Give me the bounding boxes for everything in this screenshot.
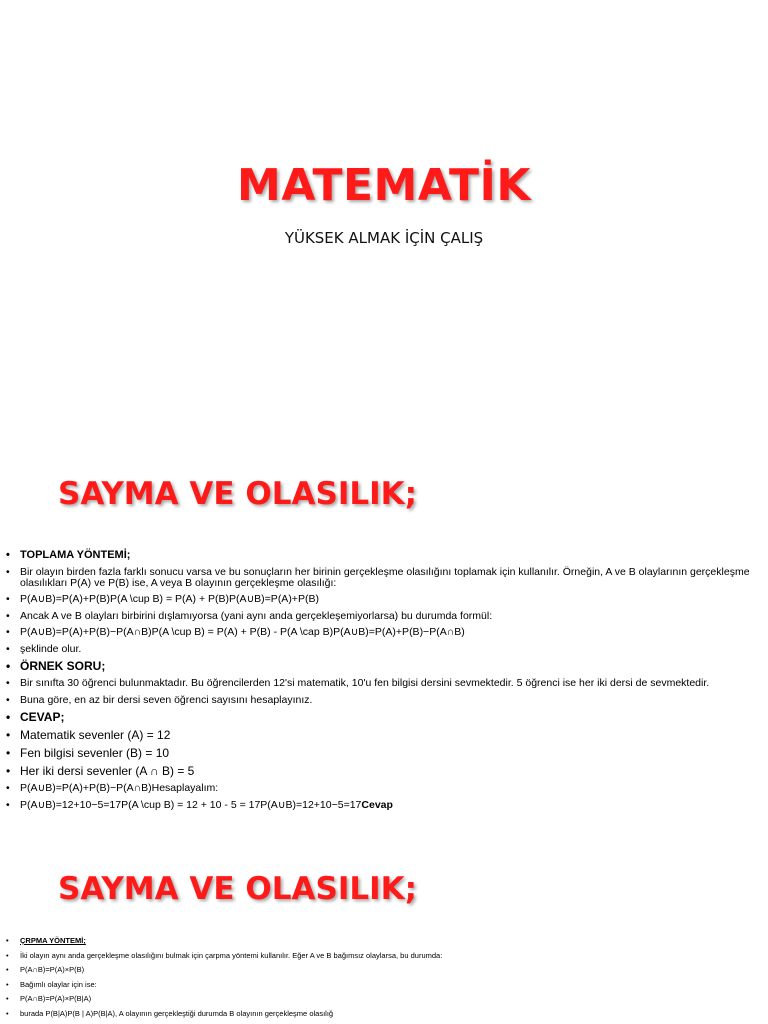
list-item: • TOPLAMA YÖNTEMİ; xyxy=(6,550,758,561)
section-title: SAYMA VE OLASILIK; xyxy=(58,871,418,907)
list-item: • Bir olayın birden fazla farklı sonucu varsa ve bu sonuçların her birinin gerçekleşme olasılığını toplamak için kullanılır. Örneğin, A ve B olaylarının gerçekleşme olasılıkları P(A) ve P(B) ise, A veya B olayının gerçekleşme olasılığı: xyxy=(6,567,758,588)
list-item: • P(A∪B)=P(A)+P(B)P(A \cup B) = P(A) + P(B)P(A∪B)=P(A)+P(B) xyxy=(6,594,758,605)
section-title: SAYMA VE OLASILIK; xyxy=(58,476,418,512)
bullet-list xyxy=(6,937,758,1024)
list-item: • burada P(B|A)P(B | A)P(B|A), A olayının gerçekleştiği durumda B olayının gerçekleşme olasılığ xyxy=(6,1010,758,1018)
addition-method-slide xyxy=(0,460,768,852)
list-item: • CEVAP; xyxy=(6,711,758,723)
answer-label: Cevap xyxy=(361,798,393,811)
list-item: • Matematik sevenler (A) = 12 xyxy=(6,729,758,741)
list-item: • Bağımlı olaylar için ise: xyxy=(6,981,758,989)
list-item: • şeklinde olur. xyxy=(6,644,758,655)
list-item: • Her iki dersi sevenler (A ∩ B) = 5 xyxy=(6,765,758,777)
list-item: • P(A∪B)=P(A)+P(B)−P(A∩B)P(A \cup B) = P(A) + P(B) - P(A \cap B)P(A∪B)=P(A)+P(B)−P(A∩B) xyxy=(6,627,758,638)
list-item: • Fen bilgisi sevenler (B) = 10 xyxy=(6,747,758,759)
formula-text: P(A∪B)=12+10−5=17P(A \cup B) = 12 + 10 - 5 = 17P(A∪B)=12+10−5=17 xyxy=(20,798,362,811)
main-title: MATEMATİK xyxy=(237,160,531,211)
list-item: • İki olayın aynı anda gerçekleşme olasılığını bulmak için çarpma yöntemi kullanılır. Eğer A ve B bağımsız olaylarsa, bu durumda: xyxy=(6,952,758,960)
title-slide xyxy=(0,0,768,450)
subtitle: YÜKSEK ALMAK İÇİN ÇALIŞ xyxy=(284,229,484,247)
list-item: • Bir sınıfta 30 öğrenci bulunmaktadır. Bu öğrencilerden 12'si matematik, 10'u fen bilgisi dersini sevmektedir. 5 öğrenci ise her iki dersi de sevmektedir. xyxy=(6,678,758,689)
list-item: • P(A∪B)=P(A)+P(B)−P(A∩B)Hesaplayalım: xyxy=(6,783,758,794)
list-item: • P(A∩B)=P(A)×P(B) xyxy=(6,966,758,974)
list-item xyxy=(6,800,758,811)
list-item: • Ancak A ve B olayları birbirini dışlamıyorsa (yani aynı anda gerçekleşemiyorlarsa) bu durumda formül: xyxy=(6,611,758,622)
list-item: • ÇRPMA YÖNTEMİ; xyxy=(6,937,758,945)
bullet-list xyxy=(6,550,758,816)
multiplication-method-slide xyxy=(0,855,768,1024)
list-item: • ÖRNEK SORU; xyxy=(6,660,758,672)
list-item: • P(A∩B)=P(A)×P(B|A) xyxy=(6,995,758,1003)
list-item: • Buna göre, en az bir dersi seven öğrenci sayısını hesaplayınız. xyxy=(6,695,758,706)
